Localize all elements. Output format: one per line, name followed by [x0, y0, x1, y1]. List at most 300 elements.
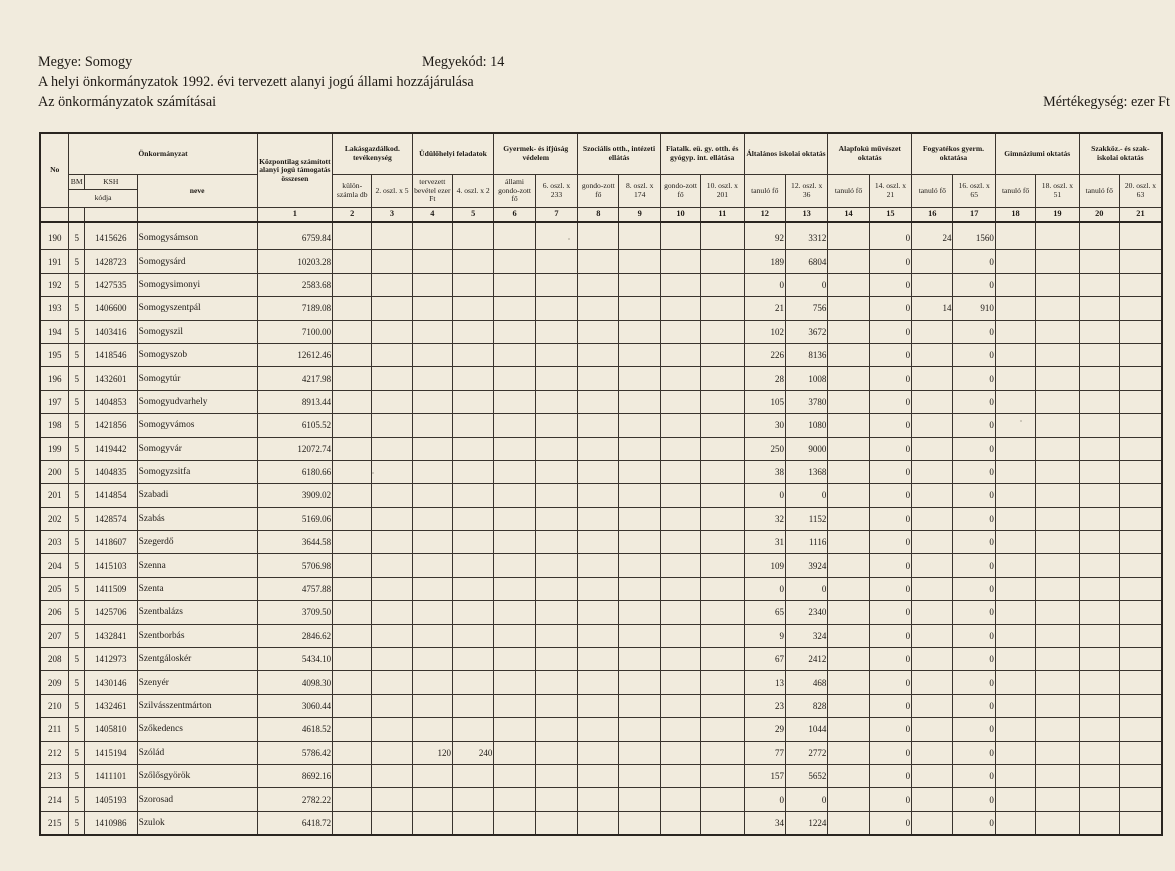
colnum-8: 8 [578, 208, 619, 223]
cell-col-20 [1079, 694, 1119, 717]
cell-col-19 [1036, 694, 1079, 717]
cell-col-17: 0 [953, 250, 995, 273]
cell-col-21 [1119, 624, 1162, 647]
cell-col-19 [1036, 507, 1079, 530]
cell-col-11 [701, 484, 744, 507]
cell-col-15: 0 [869, 624, 911, 647]
cell-col-5 [452, 764, 493, 787]
cell-name: Szenta [137, 577, 257, 600]
cell-name: Szőkedencs [137, 718, 257, 741]
cell-ksh: 1415103 [84, 554, 137, 577]
cell-col-15: 0 [869, 484, 911, 507]
cell-col-14 [828, 414, 869, 437]
cell-name: Somogyszentpál [137, 297, 257, 320]
cell-col-9 [619, 648, 660, 671]
cell-col-13: 1080 [785, 414, 827, 437]
cell-col-7 [535, 297, 577, 320]
cell-name: Somogyvár [137, 437, 257, 460]
cell-bm: 5 [69, 718, 85, 741]
cell-col-19 [1036, 343, 1079, 366]
cell-no: 204 [40, 554, 69, 577]
cell-col-8 [578, 718, 619, 741]
cell-col-8 [578, 648, 619, 671]
cell-col-15: 0 [869, 554, 911, 577]
cell-col-4 [412, 624, 452, 647]
cell-col-16 [912, 343, 953, 366]
header-bm: BM [69, 175, 85, 190]
header-sub-7: 6. oszl. x 233 [535, 175, 577, 208]
cell-col-13: 1008 [785, 367, 827, 390]
cell-col-18 [995, 811, 1035, 835]
header-group-udulo: Üdülőhelyi feladatok [412, 133, 494, 175]
cell-col-5 [452, 414, 493, 437]
cell-no: 210 [40, 694, 69, 717]
cell-col-11 [701, 554, 744, 577]
cell-col-7 [535, 250, 577, 273]
header-group-altalanos: Általános iskolai oktatás [744, 133, 828, 175]
cell-col-9 [619, 788, 660, 811]
cell-total: 2583.68 [257, 273, 332, 296]
header-sub-4: tervezett bevétel ezer Ft [412, 175, 452, 208]
table-row [40, 741, 1162, 764]
cell-col-20 [1079, 624, 1119, 647]
cell-col-13: 3672 [785, 320, 827, 343]
cell-col-9 [619, 601, 660, 624]
cell-col-17: 0 [953, 577, 995, 600]
cell-col-4 [412, 437, 452, 460]
cell-col-5 [452, 577, 493, 600]
cell-col-18 [995, 460, 1035, 483]
cell-col-16 [912, 390, 953, 413]
cell-col-9 [619, 460, 660, 483]
header-group-gyermek: Gyermek- és ifjúság védelem [494, 133, 578, 175]
cell-col-15: 0 [869, 222, 911, 250]
cell-col-9 [619, 554, 660, 577]
cell-col-2 [333, 554, 372, 577]
cell-col-11 [701, 788, 744, 811]
cell-col-7 [535, 741, 577, 764]
cell-ksh: 1427535 [84, 273, 137, 296]
cell-col-19 [1036, 297, 1079, 320]
cell-col-10 [660, 250, 700, 273]
cell-col-13: 828 [785, 694, 827, 717]
cell-col-21 [1119, 250, 1162, 273]
cell-col-7 [535, 811, 577, 835]
cell-col-19 [1036, 250, 1079, 273]
cell-col-10 [660, 222, 700, 250]
cell-col-3 [372, 343, 412, 366]
cell-col-21 [1119, 297, 1162, 320]
cell-col-10 [660, 741, 700, 764]
cell-col-14 [828, 273, 869, 296]
cell-col-2 [333, 297, 372, 320]
cell-col-18 [995, 250, 1035, 273]
cell-col-9 [619, 320, 660, 343]
cell-col-17: 0 [953, 764, 995, 787]
cell-name: Somogytúr [137, 367, 257, 390]
cell-col-5 [452, 554, 493, 577]
cell-bm: 5 [69, 741, 85, 764]
cell-col-11 [701, 273, 744, 296]
cell-col-16 [912, 250, 953, 273]
cell-col-6 [494, 718, 535, 741]
cell-col-7 [535, 764, 577, 787]
colnum-blank [84, 208, 137, 223]
cell-col-16 [912, 764, 953, 787]
cell-col-6 [494, 764, 535, 787]
cell-col-21 [1119, 343, 1162, 366]
cell-total: 5786.42 [257, 741, 332, 764]
colnum-1: 1 [257, 208, 332, 223]
cell-ksh: 1405193 [84, 788, 137, 811]
cell-bm: 5 [69, 648, 85, 671]
cell-col-5 [452, 718, 493, 741]
cell-bm: 5 [69, 484, 85, 507]
cell-ksh: 1419442 [84, 437, 137, 460]
cell-col-15: 0 [869, 250, 911, 273]
cell-col-15: 0 [869, 764, 911, 787]
cell-col-21 [1119, 320, 1162, 343]
cell-col-12: 226 [744, 343, 785, 366]
cell-col-9 [619, 507, 660, 530]
header-group-szakkoz: Szakköz.- és szak-iskolai oktatás [1079, 133, 1162, 175]
cell-bm: 5 [69, 811, 85, 835]
cell-col-8 [578, 414, 619, 437]
cell-ksh: 1403416 [84, 320, 137, 343]
cell-total: 7189.08 [257, 297, 332, 320]
cell-no: 203 [40, 531, 69, 554]
cell-col-6 [494, 554, 535, 577]
cell-col-5 [452, 460, 493, 483]
cell-col-17: 0 [953, 343, 995, 366]
cell-col-5 [452, 788, 493, 811]
colnum-12: 12 [744, 208, 785, 223]
cell-col-6 [494, 320, 535, 343]
cell-col-9 [619, 343, 660, 366]
cell-col-21 [1119, 554, 1162, 577]
header-sub-15: 14. oszl. x 21 [869, 175, 911, 208]
cell-col-21 [1119, 648, 1162, 671]
cell-col-11 [701, 694, 744, 717]
cell-col-3 [372, 437, 412, 460]
header-line-3 [38, 92, 1170, 112]
cell-no: 193 [40, 297, 69, 320]
cell-col-18 [995, 741, 1035, 764]
cell-col-16 [912, 788, 953, 811]
cell-ksh: 1404835 [84, 460, 137, 483]
cell-col-19 [1036, 222, 1079, 250]
cell-col-13: 1116 [785, 531, 827, 554]
cell-total: 6418.72 [257, 811, 332, 835]
cell-col-5 [452, 367, 493, 390]
colnum-5: 5 [452, 208, 493, 223]
cell-col-3 [372, 648, 412, 671]
cell-col-4: 120 [412, 741, 452, 764]
cell-col-17: 0 [953, 460, 995, 483]
cell-col-8 [578, 273, 619, 296]
cell-col-12: 65 [744, 601, 785, 624]
cell-col-21 [1119, 484, 1162, 507]
document-title: A helyi önkormányzatok 1992. évi tervezett alanyi jogú állami hozzájárulása [38, 74, 474, 90]
cell-col-19 [1036, 390, 1079, 413]
cell-total: 6759.84 [257, 222, 332, 250]
cell-col-4 [412, 648, 452, 671]
cell-bm: 5 [69, 671, 85, 694]
cell-col-7 [535, 788, 577, 811]
paper-speck [568, 238, 570, 240]
cell-col-21 [1119, 718, 1162, 741]
cell-col-17: 0 [953, 437, 995, 460]
cell-ksh: 1432461 [84, 694, 137, 717]
cell-col-3 [372, 367, 412, 390]
cell-total: 4217.98 [257, 367, 332, 390]
cell-col-19 [1036, 531, 1079, 554]
cell-col-12: 9 [744, 624, 785, 647]
cell-bm: 5 [69, 554, 85, 577]
table-row [40, 484, 1162, 507]
cell-col-4 [412, 343, 452, 366]
cell-col-16 [912, 671, 953, 694]
cell-col-8 [578, 507, 619, 530]
cell-col-5 [452, 694, 493, 717]
cell-col-19 [1036, 671, 1079, 694]
cell-col-7 [535, 648, 577, 671]
cell-col-5 [452, 601, 493, 624]
cell-col-16 [912, 718, 953, 741]
cell-name: Szegerdő [137, 531, 257, 554]
cell-col-6 [494, 507, 535, 530]
paper-speck [372, 472, 374, 474]
header-sub-5: 4. oszl. x 2 [452, 175, 493, 208]
cell-ksh: 1405810 [84, 718, 137, 741]
cell-col-18 [995, 531, 1035, 554]
header-ksh: KSH [84, 175, 137, 190]
cell-col-20 [1079, 460, 1119, 483]
cell-col-3 [372, 694, 412, 717]
cell-col-6 [494, 297, 535, 320]
cell-name: Szorosad [137, 788, 257, 811]
cell-col-18 [995, 788, 1035, 811]
cell-col-10 [660, 577, 700, 600]
cell-name: Somogysimonyi [137, 273, 257, 296]
cell-col-16 [912, 273, 953, 296]
cell-col-19 [1036, 718, 1079, 741]
cell-col-19 [1036, 414, 1079, 437]
cell-col-3 [372, 414, 412, 437]
cell-col-3 [372, 222, 412, 250]
cell-col-9 [619, 273, 660, 296]
cell-col-19 [1036, 367, 1079, 390]
cell-col-14 [828, 764, 869, 787]
cell-col-2 [333, 718, 372, 741]
cell-col-12: 34 [744, 811, 785, 835]
cell-col-10 [660, 507, 700, 530]
cell-col-17: 910 [953, 297, 995, 320]
cell-col-8 [578, 297, 619, 320]
cell-col-9 [619, 484, 660, 507]
cell-col-2 [333, 507, 372, 530]
header-sub-13: 12. oszl. x 36 [785, 175, 827, 208]
cell-col-7 [535, 320, 577, 343]
cell-col-4 [412, 222, 452, 250]
cell-col-20 [1079, 764, 1119, 787]
cell-col-5 [452, 507, 493, 530]
cell-col-20 [1079, 484, 1119, 507]
cell-ksh: 1414854 [84, 484, 137, 507]
cell-col-7 [535, 507, 577, 530]
colnum-16: 16 [912, 208, 953, 223]
cell-col-21 [1119, 414, 1162, 437]
header-group-gimnazium: Gimnáziumi oktatás [995, 133, 1079, 175]
cell-col-12: 13 [744, 671, 785, 694]
cell-col-10 [660, 718, 700, 741]
header-sub-3: 2. oszl. x 5 [372, 175, 412, 208]
cell-col-15: 0 [869, 367, 911, 390]
cell-col-11 [701, 222, 744, 250]
colnum-21: 21 [1119, 208, 1162, 223]
cell-col-14 [828, 624, 869, 647]
cell-col-13: 3924 [785, 554, 827, 577]
colnum-6: 6 [494, 208, 535, 223]
cell-col-13: 5652 [785, 764, 827, 787]
cell-col-9 [619, 694, 660, 717]
cell-col-20 [1079, 222, 1119, 250]
cell-col-13: 324 [785, 624, 827, 647]
cell-col-18 [995, 577, 1035, 600]
header-group-fogyatekos: Fogyatékos gyerm. oktatása [912, 133, 996, 175]
cell-col-16 [912, 624, 953, 647]
cell-col-14 [828, 320, 869, 343]
cell-ksh: 1412973 [84, 648, 137, 671]
cell-col-19 [1036, 320, 1079, 343]
cell-col-21 [1119, 811, 1162, 835]
cell-col-9 [619, 367, 660, 390]
cell-col-4 [412, 250, 452, 273]
cell-col-21 [1119, 531, 1162, 554]
cell-col-20 [1079, 741, 1119, 764]
cell-col-17: 0 [953, 648, 995, 671]
cell-col-4 [412, 414, 452, 437]
cell-col-20 [1079, 648, 1119, 671]
cell-col-12: 77 [744, 741, 785, 764]
cell-total: 3709.50 [257, 601, 332, 624]
cell-col-7 [535, 437, 577, 460]
table-header [40, 133, 1162, 222]
cell-col-2 [333, 414, 372, 437]
cell-col-12: 109 [744, 554, 785, 577]
cell-col-5 [452, 648, 493, 671]
cell-col-9 [619, 390, 660, 413]
cell-bm: 5 [69, 297, 85, 320]
cell-col-4 [412, 507, 452, 530]
cell-col-4 [412, 694, 452, 717]
table-row [40, 250, 1162, 273]
cell-total: 7100.00 [257, 320, 332, 343]
cell-bm: 5 [69, 367, 85, 390]
table-row [40, 460, 1162, 483]
cell-col-12: 21 [744, 297, 785, 320]
cell-col-8 [578, 250, 619, 273]
cell-col-20 [1079, 273, 1119, 296]
cell-col-18 [995, 507, 1035, 530]
cell-col-13: 1044 [785, 718, 827, 741]
cell-col-6 [494, 671, 535, 694]
cell-col-14 [828, 694, 869, 717]
cell-col-2 [333, 741, 372, 764]
cell-bm: 5 [69, 273, 85, 296]
cell-col-5 [452, 624, 493, 647]
paper-speck [1020, 420, 1022, 422]
cell-col-8 [578, 601, 619, 624]
header-sub-8: gondo-zott fő [578, 175, 619, 208]
cell-col-11 [701, 250, 744, 273]
cell-col-8 [578, 390, 619, 413]
cell-col-20 [1079, 507, 1119, 530]
cell-total: 4098.30 [257, 671, 332, 694]
cell-col-11 [701, 648, 744, 671]
header-sub-16: tanuló fő [912, 175, 953, 208]
cell-ksh: 1404853 [84, 390, 137, 413]
cell-col-12: 250 [744, 437, 785, 460]
cell-col-14 [828, 390, 869, 413]
cell-col-20 [1079, 414, 1119, 437]
cell-col-14 [828, 531, 869, 554]
table-row [40, 437, 1162, 460]
cell-total: 2846.62 [257, 624, 332, 647]
cell-col-12: 92 [744, 222, 785, 250]
cell-col-21 [1119, 601, 1162, 624]
cell-col-7 [535, 273, 577, 296]
cell-col-9 [619, 222, 660, 250]
cell-col-17: 0 [953, 718, 995, 741]
cell-bm: 5 [69, 601, 85, 624]
cell-col-15: 0 [869, 343, 911, 366]
colnum-11: 11 [701, 208, 744, 223]
cell-bm: 5 [69, 320, 85, 343]
cell-col-11 [701, 624, 744, 647]
cell-col-6 [494, 414, 535, 437]
cell-ksh: 1432841 [84, 624, 137, 647]
header-group-fiatalk: Fiatalk. eü. gy. otth. és gyógyp. int. ellátása [660, 133, 744, 175]
cell-col-18 [995, 390, 1035, 413]
cell-col-13: 2340 [785, 601, 827, 624]
cell-col-4 [412, 320, 452, 343]
header-group-lakas: Lakásgazdálkod. tevékenység [333, 133, 413, 175]
cell-col-20 [1079, 554, 1119, 577]
cell-col-14 [828, 460, 869, 483]
cell-no: 200 [40, 460, 69, 483]
table-row [40, 694, 1162, 717]
colnum-blank [40, 208, 69, 223]
cell-col-6 [494, 390, 535, 413]
cell-col-21 [1119, 273, 1162, 296]
table-row [40, 554, 1162, 577]
table-row [40, 273, 1162, 296]
cell-col-9 [619, 811, 660, 835]
cell-col-8 [578, 624, 619, 647]
cell-col-12: 105 [744, 390, 785, 413]
cell-col-16 [912, 507, 953, 530]
cell-col-21 [1119, 788, 1162, 811]
cell-name: Somogyszil [137, 320, 257, 343]
cell-col-15: 0 [869, 414, 911, 437]
cell-col-6 [494, 250, 535, 273]
cell-col-16 [912, 694, 953, 717]
cell-col-15: 0 [869, 671, 911, 694]
cell-col-3 [372, 764, 412, 787]
cell-col-11 [701, 390, 744, 413]
cell-col-18 [995, 601, 1035, 624]
